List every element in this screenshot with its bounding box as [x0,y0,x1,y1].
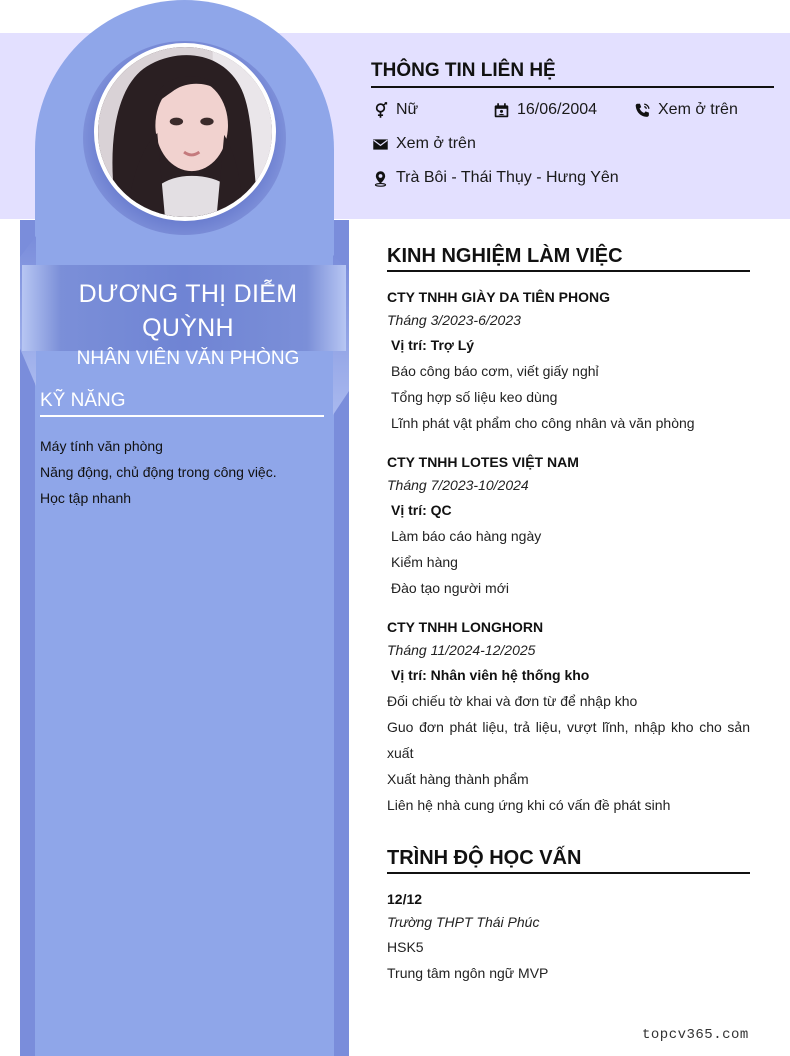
education-item: Trung tâm ngôn ngữ MVP [387,965,549,981]
education-entry [387,888,750,986]
candidate-job-title: NHÂN VIÊN VĂN PHÒNG [76,348,300,369]
job-task: Làm báo cáo hàng ngày [391,528,542,544]
skill-item: Năng động, chủ động trong công việc. [40,464,277,480]
job-period: Tháng 7/2023-10/2024 [387,477,529,493]
skill-item: Máy tính văn phòng [40,438,163,454]
job-task: Tổng hợp số liệu keo dùng [391,389,558,405]
job-entry [387,451,750,601]
footer-brand: topcv365.com [642,1027,749,1043]
contact-gender: Nữ [371,100,418,120]
job-task: Đào tạo người mới [391,580,510,596]
job-tasks [387,688,750,818]
education-grade: 12/12 [387,891,423,907]
education-heading: TRÌNH ĐỘ HỌC VẤN [387,847,582,869]
education-divider [387,872,750,874]
experience-divider [387,270,750,272]
job-tasks [387,523,750,601]
job-task: Kiểm hàng [391,554,458,570]
contact-heading: THÔNG TIN LIÊN HỆ [371,60,556,81]
candidate-name: DƯƠNG THỊ DIỄM QUỲNH [78,280,298,342]
job-tasks [387,358,750,436]
education-school: Trường THPT Thái Phúc [387,914,540,930]
education-item: HSK5 [387,939,424,955]
job-task: Đối chiếu tờ khai và đơn từ để nhập kho [387,693,638,709]
job-task: Lĩnh phát vật phẩm cho công nhân và văn phòng [391,415,695,431]
job-company: CTY TNHH LOTES VIỆT NAM [387,454,579,470]
job-period: Tháng 3/2023-6/2023 [387,312,521,328]
contact-email: Xem ở trên [371,134,476,154]
job-task: Xuất hàng thành phẩm [387,771,529,787]
education-items [387,934,750,986]
contact-birthday: 16/06/2004 [492,100,597,120]
job-entry [387,616,750,818]
job-task: Báo công báo cơm, viết giấy nghỉ [391,363,599,379]
location-pin-icon [371,169,389,187]
job-company: CTY TNHH LONGHORN [387,619,544,635]
job-entry [387,286,750,436]
skills-divider [40,415,324,417]
job-period: Tháng 11/2024-12/2025 [387,642,536,658]
skills-heading: KỸ NĂNG [40,390,126,411]
envelope-icon [371,135,389,153]
experience-heading: KINH NGHIỆM LÀM VIỆC [387,245,623,267]
contact-phone: Xem ở trên [633,100,738,120]
job-company: CTY TNHH GIÀY DA TIÊN PHONG [387,289,610,305]
skills-list [40,433,330,511]
skill-item: Học tập nhanh [40,490,132,506]
avatar [94,43,276,221]
job-task: Guo đơn phát liệu, trả liệu, vượt lĩnh, nhập kho cho sản xuất [387,719,750,761]
job-position: Vị trí: Nhân viên hệ thống kho [391,667,590,683]
contact-address: Trà Bôi - Thái Thụy - Hưng Yên [371,168,619,188]
job-position: Vị trí: Trợ Lý [391,337,475,353]
job-position: Vị trí: QC [391,502,452,518]
contact-divider [371,86,774,88]
phone-icon [633,101,651,119]
job-task: Liên hệ nhà cung ứng khi có vấn đề phát sinh [387,797,671,813]
calendar-icon [492,101,510,119]
gender-icon [371,101,389,119]
